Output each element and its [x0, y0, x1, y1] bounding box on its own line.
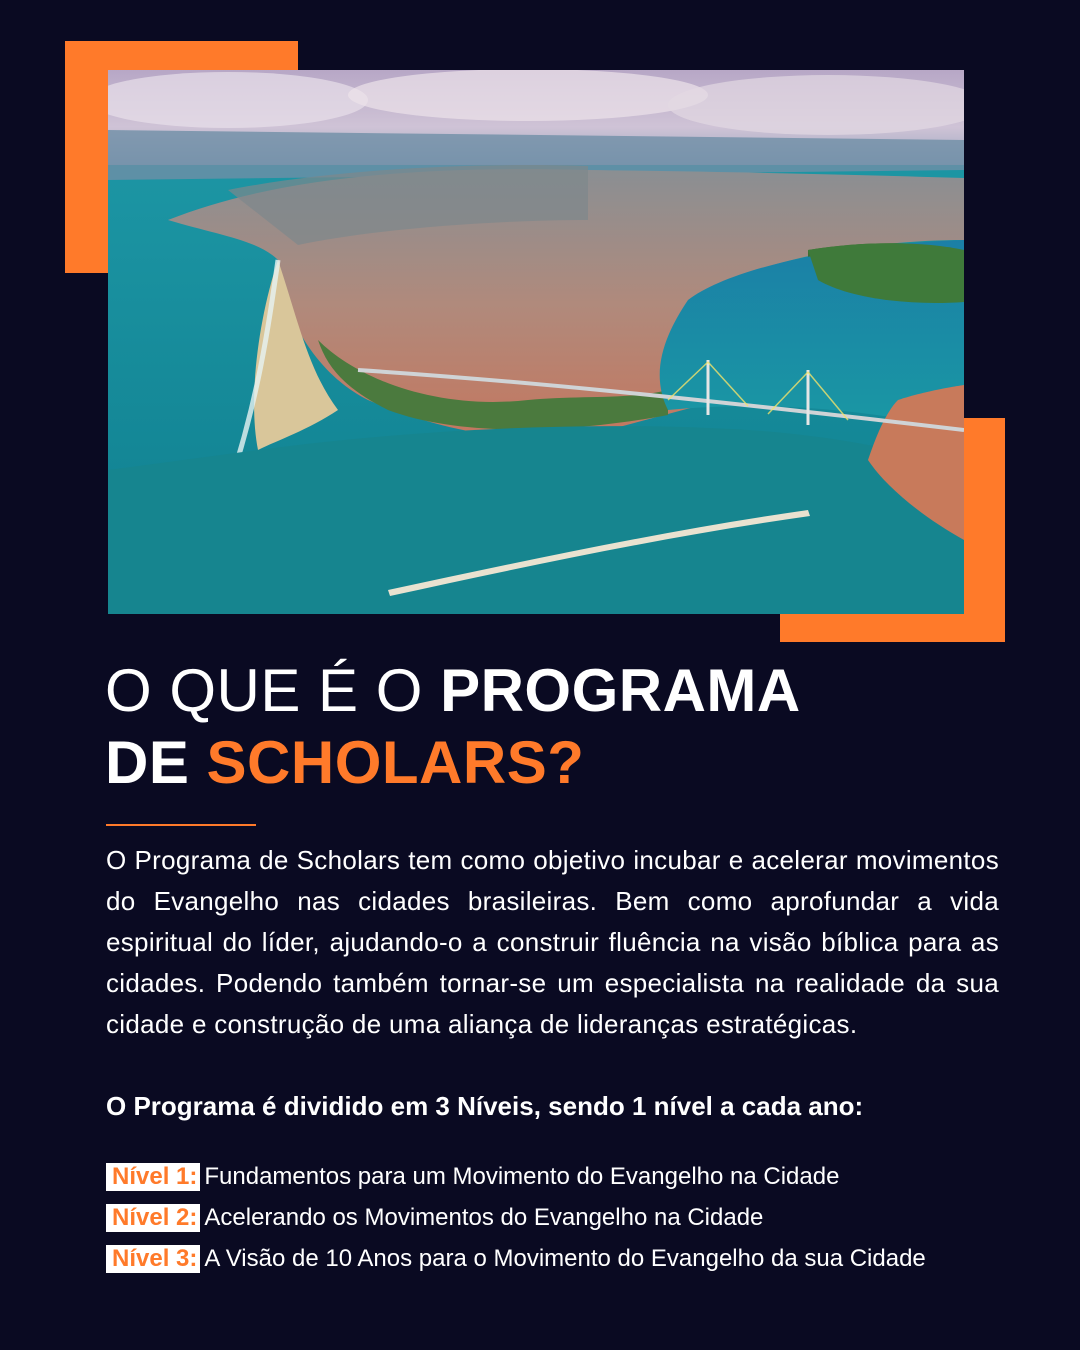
aerial-city-image: [108, 70, 964, 614]
level-item-1: [106, 1156, 1026, 1197]
level-item-2: [106, 1197, 1026, 1238]
hero-photo: [108, 70, 964, 614]
level-badge-2: Nível 2:: [106, 1204, 200, 1232]
level-text-3: A Visão de 10 Anos para o Movimento do Evangelho da sua Cidade: [204, 1245, 926, 1272]
page-title: [105, 655, 801, 799]
level-text-1: Fundamentos para um Movimento do Evangelho na Cidade: [204, 1163, 840, 1190]
levels-list: [106, 1156, 1026, 1279]
levels-intro: O Programa é dividido em 3 Níveis, sendo 1 nível a cada ano:: [106, 1091, 864, 1121]
title-line1-regular: O QUE É O: [105, 657, 441, 724]
title-divider: [106, 824, 256, 826]
title-line2-highlight: SCHOLARS?: [206, 729, 585, 796]
level-badge-3: Nível 3:: [106, 1245, 200, 1273]
title-line1-bold: PROGRAMA: [440, 657, 801, 724]
title-line2-bold: DE: [105, 729, 207, 796]
program-description: O Programa de Scholars tem como objetivo incubar e acelerar movimentos do Evangelho nas cidades brasileiras. Bem como aprofundar a vida espiritual do líder, ajudando-o a construir fluência na visão bíblica para as cidades. Podendo também tornar-se um especialista na realidade da sua cidade e construção de uma aliança de lideranças estratégicas.: [106, 845, 999, 1039]
level-item-3: [106, 1238, 1026, 1279]
level-text-2: Acelerando os Movimentos do Evangelho na Cidade: [204, 1204, 764, 1231]
level-badge-1: Nível 1:: [106, 1163, 200, 1191]
